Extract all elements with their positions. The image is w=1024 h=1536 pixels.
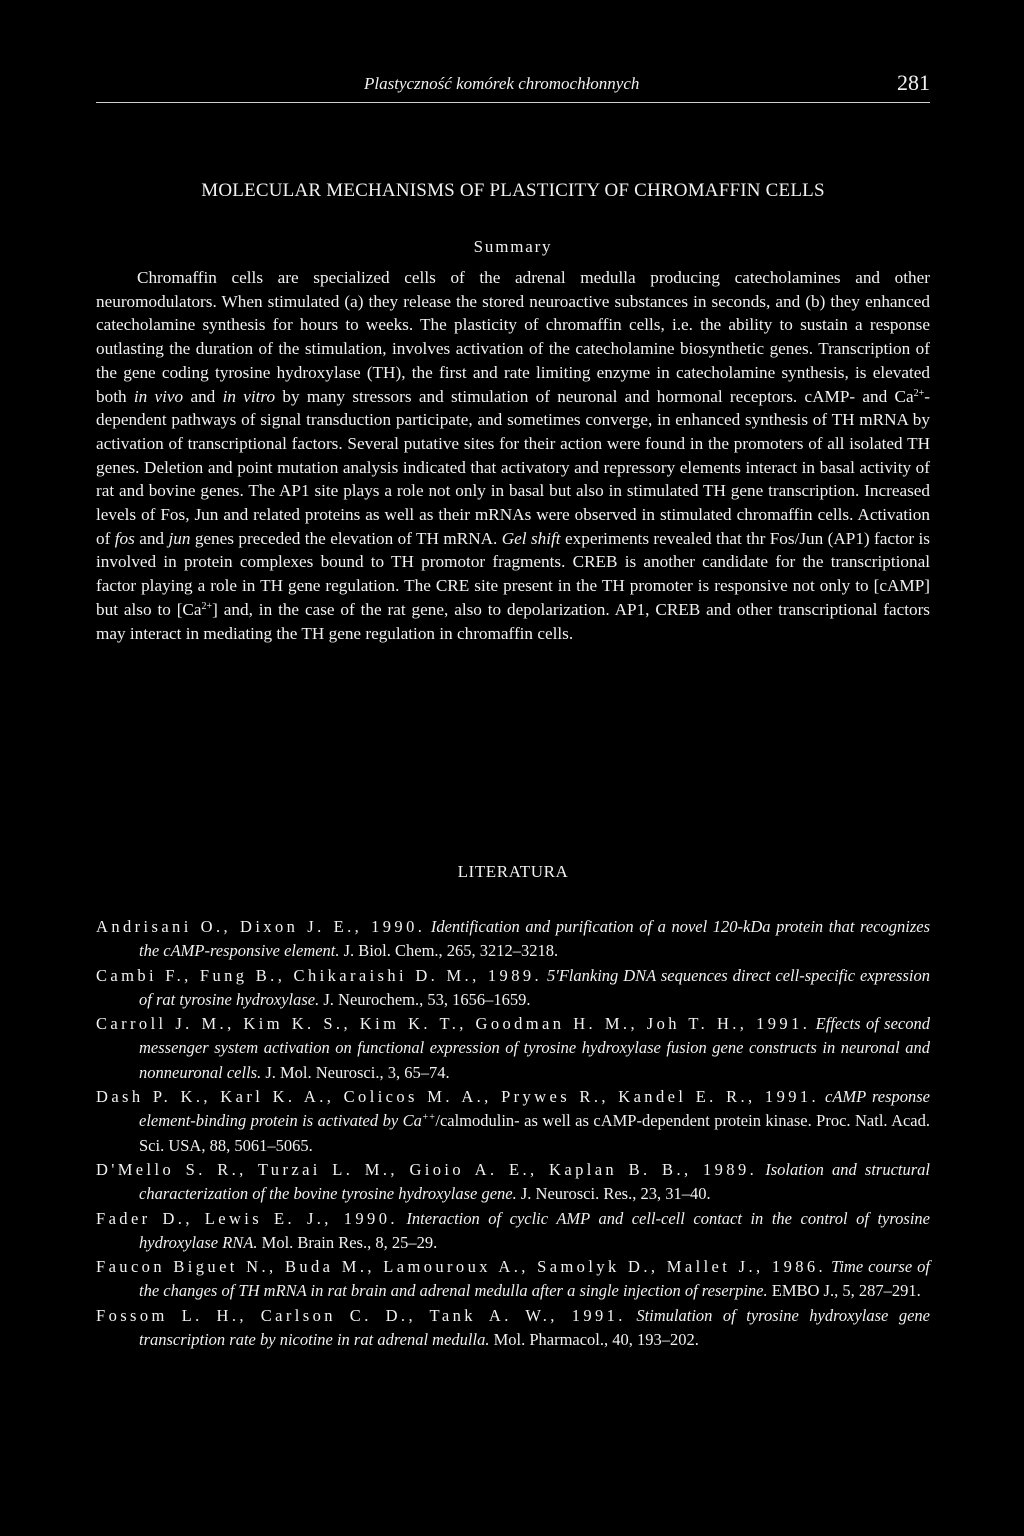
reference-authors: Cambi F., Fung B., Chikaraishi D. M., 1989. <box>96 965 543 985</box>
reference-title: Interaction of cyclic AMP and cell-cell contact in the control of tyrosine hydroxylase RNA. <box>139 1208 930 1252</box>
reference-source: J. Neurosci. Res., 23, 31–40. <box>520 1184 711 1204</box>
summary-text: -dependent pathways of signal transduction participate, and sometimes converge, in enhanced synthesis of TH mRNA by activation of transcriptional factors. Several putative sites for their action were found in the promoters of all isolated TH genes. Deletion and point mutation analysis indicated that activatory and repressory elements interact in basal activity of rat and bovine genes. The AP1 site plays a role not only in basal but also in stimulated TH gene transcription. Increased levels of Fos, Jun and related proteins as well as their mRNAs were observed in stimulated chromaffin cells. Activation of <box>96 386 930 548</box>
reference-source: Proc. Natl. Acad. Sci. USA, 88, 5061–5065. <box>139 1111 931 1155</box>
reference-title: Effects of second messenger system activation on functional expression of tyrosine hydroxylase fusion gene constructs in neuronal and nonneuronal cells. <box>139 1014 930 1082</box>
reference-item <box>96 1085 930 1158</box>
reference-source: J. Neurochem., 53, 1656–1659. <box>323 989 531 1009</box>
reference-item <box>96 1255 930 1304</box>
reference-title: Time course of the changes of TH mRNA in rat brain and adrenal medulla after a single injection of reserpine. <box>139 1257 930 1301</box>
summary-text: ] and, in the case of the rat gene, also to depolarization. AP1, CREB and other transcriptional factors may interact in mediating the TH gene regulation in chromaffin cells. <box>96 599 930 643</box>
summary-text: Chromaffin cells are specialized cells of the adrenal medulla producing catecholamines and other neuromodulators. When stimulated (a) they release the stored neuroactive substances in seconds, and (b) they enhanced catecholamine synthesis for hours to weeks. The plasticity of chromaffin cells, i.e. the ability to sustain a response outlasting the duration of the stimulation, involves activation of the catecholamine biosynthetic genes. Transcription of the gene coding tyrosine hydroxylase (TH), the first and rate limiting enzyme in catecholamine synthesis, is elevated both <box>96 268 930 406</box>
literature-heading: LITERATURA <box>457 862 569 881</box>
reference-item <box>96 915 930 964</box>
reference-source: Mol. Brain Res., 8, 25–29. <box>261 1232 438 1252</box>
reference-item <box>96 964 930 1013</box>
summary-text: and <box>183 386 223 406</box>
summary-italic: jun <box>168 528 191 548</box>
summary-text: and <box>134 528 169 548</box>
summary-italic: in vitro <box>222 386 276 406</box>
reference-title-rest: /calmodulin- as well as cAMP-dependent protein kinase. <box>435 1111 812 1131</box>
reference-title: Identification and purification of a novel 120-kDa protein that recognizes the cAMP-responsive element. <box>139 917 930 961</box>
summary-heading: Summary <box>473 237 553 256</box>
summary-italic: Gel shift <box>501 528 561 548</box>
reference-title: 5'Flanking DNA sequences direct cell-specific expression of rat tyrosine hydroxylase. <box>139 965 930 1009</box>
summary-italic: in vivo <box>133 386 184 406</box>
reference-authors: Andrisani O., Dixon J. E., 1990. <box>96 917 426 936</box>
reference-title: Isolation and structural characterization of the bovine tyrosine hydroxylase gene. <box>139 1159 931 1204</box>
reference-source: J. Mol. Neurosci., 3, 65–74. <box>265 1062 450 1082</box>
reference-item <box>96 1207 930 1256</box>
reference-authors: Dash P. K., Karl K. A., Colicos M. A., Prywes R., Kandel E. R., 1991. <box>96 1087 820 1107</box>
reference-authors: Faucon Biguet N., Buda M., Lamouroux A., Samolyk D., Mallet J., 1986. <box>96 1257 827 1277</box>
superscript: 2+ <box>201 600 213 612</box>
article-title: MOLECULAR MECHANISMS OF PLASTICITY OF CHROMAFFIN CELLS <box>201 180 825 201</box>
reference-source: Mol. Pharmacol., 40, 193–202. <box>493 1330 699 1350</box>
reference-authors: Fossom L. H., Carlson C. D., Tank A. W., 1991. <box>96 1305 626 1325</box>
reference-title: Stimulation of tyrosine hydroxylase gene transcription rate by nicotine in rat adrenal medulla. <box>139 1305 931 1350</box>
reference-item <box>96 1304 930 1353</box>
superscript: ++ <box>421 1112 436 1124</box>
running-header <box>96 68 930 103</box>
reference-authors: D'Mello S. R., Turzai L. M., Gioio A. E., Kaplan B. B., 1989. <box>96 1159 758 1179</box>
reference-list <box>96 915 930 1352</box>
reference-source: EMBO J., 5, 287–291. <box>771 1281 921 1301</box>
reference-authors: Carroll J. M., Kim K. S., Kim K. T., Goodman H. M., Joh T. H., 1991. <box>96 1014 811 1034</box>
summary-text: by many stressors and stimulation of neuronal and hormonal receptors. cAMP- and Ca <box>275 386 914 406</box>
reference-source: J. Biol. Chem., 265, 3212–3218. <box>343 941 559 961</box>
page-number: 281 <box>897 70 930 95</box>
summary-body <box>96 266 930 645</box>
reference-title: cAMP response element-binding protein is activated by Ca <box>139 1087 930 1131</box>
summary-italic: fos <box>114 528 135 548</box>
running-title: Plastyczność komórek chromochłonnych <box>364 74 640 93</box>
reference-item <box>96 1158 930 1207</box>
summary-text: genes preceded the elevation of TH mRNA. <box>190 528 502 548</box>
summary-text: experiments revealed that thr Fos/Jun (AP1) factor is involved in protein complexes bound to TH promotor fragments. CREB is another candidate for the transcriptional factor playing a role in TH gene regulation. The CRE site present in the TH promoter is responsive not only to [cAMP] but also to [Ca <box>96 528 931 619</box>
superscript: 2+ <box>913 387 925 399</box>
summary-paragraph <box>96 266 930 645</box>
reference-authors: Fader D., Lewis E. J., 1990. <box>96 1208 398 1228</box>
reference-item <box>96 1012 930 1085</box>
